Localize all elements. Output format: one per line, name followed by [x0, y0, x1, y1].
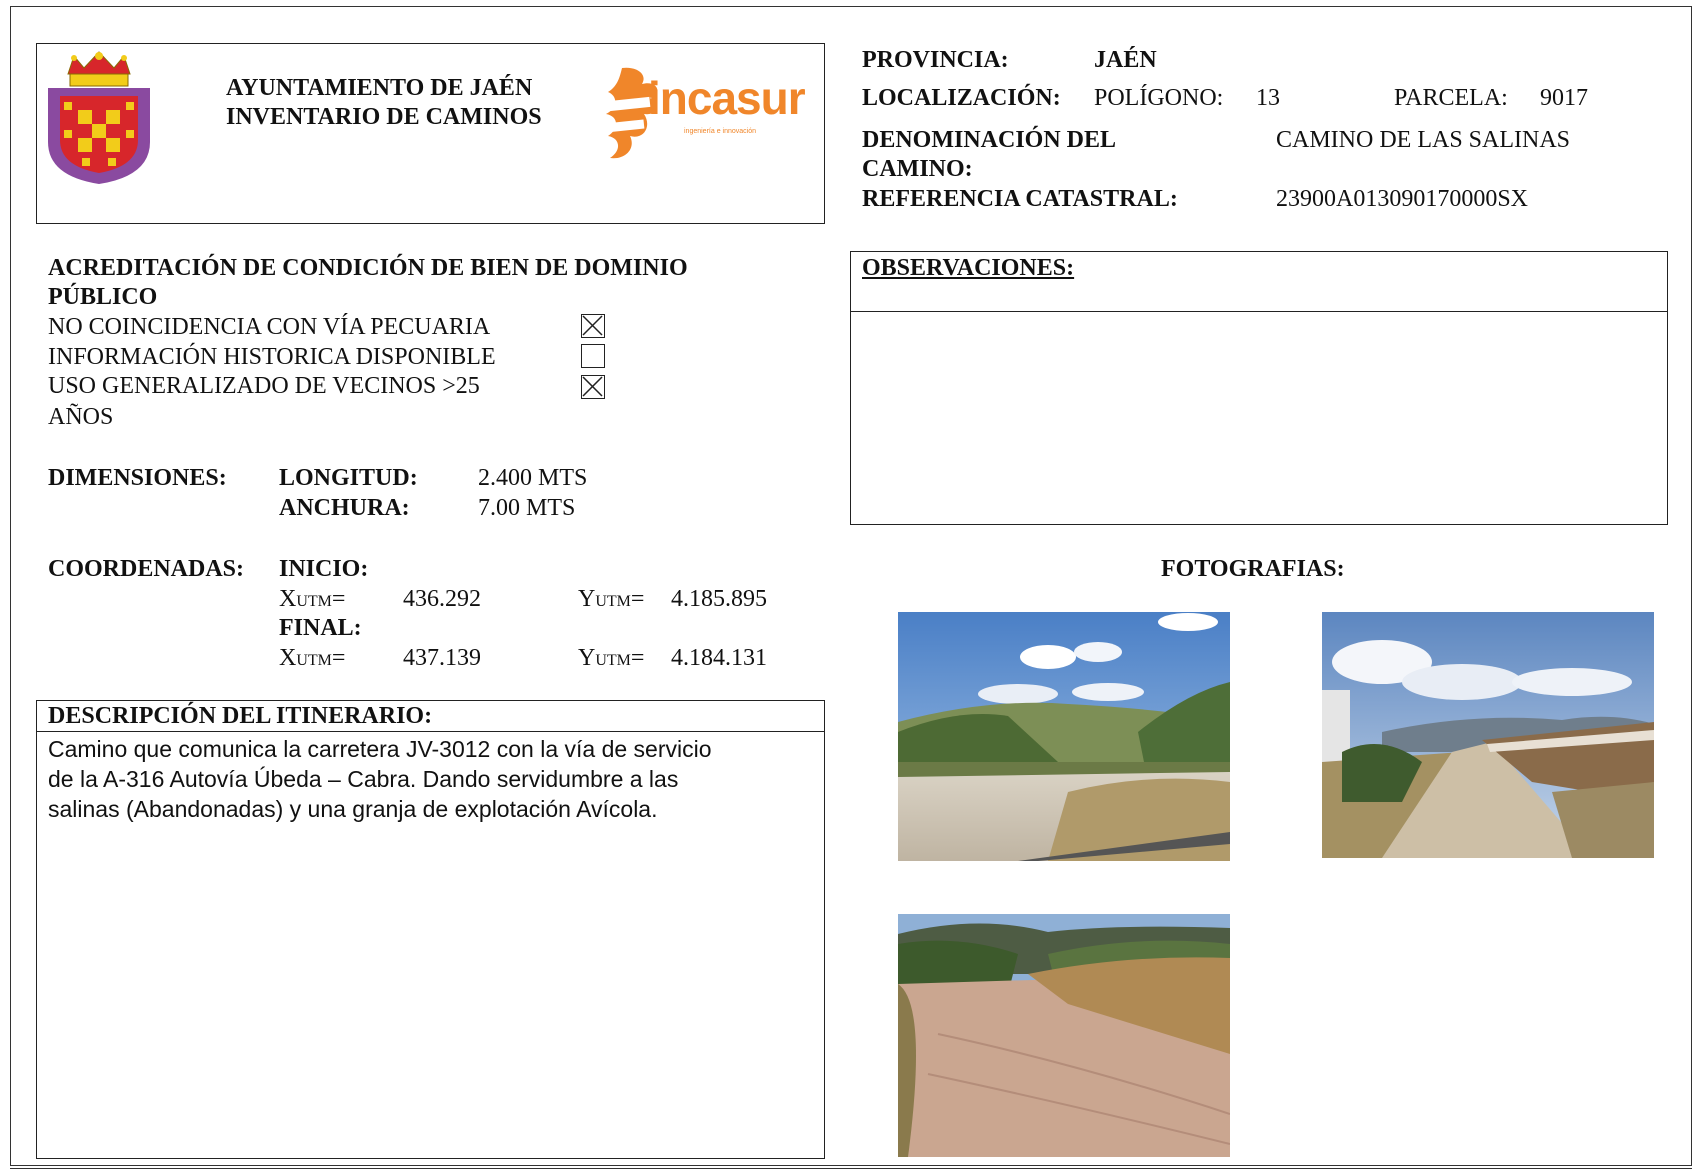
check-x-icon [582, 315, 603, 336]
denominacion-value: CAMINO DE LAS SALINAS [1276, 127, 1571, 153]
acreditacion-item-1-checkbox[interactable] [581, 314, 605, 338]
descripcion-line-2: de la A-316 Autovía Úbeda – Cabra. Dando servidumbre a las [48, 766, 679, 792]
observaciones-title: OBSERVACIONES: [862, 255, 1075, 281]
photo-2 [1322, 612, 1654, 858]
final-x-label: XUTM= [279, 645, 346, 671]
crest-logo [44, 50, 154, 186]
org-line-1: AYUNTAMIENTO DE JAÉN [226, 75, 533, 101]
poligono-label: POLÍGONO: [1094, 85, 1224, 111]
final-label: FINAL: [279, 615, 362, 641]
provincia-value: JAÉN [1094, 47, 1157, 73]
acreditacion-item-2-label: INFORMACIÓN HISTORICA DISPONIBLE [48, 344, 496, 370]
inicio-label: INICIO: [279, 556, 369, 582]
org-line-2: INVENTARIO DE CAMINOS [226, 104, 542, 130]
poligono-value: 13 [1256, 85, 1280, 111]
longitud-label: LONGITUD: [279, 465, 418, 491]
photo-1 [898, 612, 1230, 861]
fotografias-title: FOTOGRAFIAS: [1161, 556, 1345, 582]
incasur-logo-tagline: ingeniería e innovación [684, 128, 756, 135]
inicio-x-label: XUTM= [279, 586, 346, 612]
crest-icon [44, 50, 154, 186]
parcela-label: PARCELA: [1394, 85, 1508, 111]
descripcion-line-3: salinas (Abandonadas) y una granja de explotación Avícola. [48, 796, 658, 822]
final-y-value: 4.184.131 [671, 645, 767, 671]
denominacion-label-1: DENOMINACIÓN DEL [862, 127, 1117, 153]
photo-1-image [898, 612, 1230, 861]
observaciones-title-divider [850, 311, 1668, 312]
acreditacion-title-2: PÚBLICO [48, 284, 158, 310]
anchura-value: 7.00 MTS [478, 495, 576, 521]
page-bottom-line [10, 1168, 1692, 1169]
anchura-label: ANCHURA: [279, 495, 410, 521]
descripcion-title: DESCRIPCIÓN DEL ITINERARIO: [48, 703, 433, 729]
final-y-label: YUTM= [578, 645, 645, 671]
photo-2-image [1322, 612, 1654, 858]
acreditacion-title-1: ACREDITACIÓN DE CONDICIÓN DE BIEN DE DOMINIO [48, 255, 688, 281]
acreditacion-item-2-checkbox[interactable] [581, 344, 605, 368]
photo-3 [898, 914, 1230, 1157]
final-x-value: 437.139 [403, 645, 481, 671]
observaciones-box [850, 251, 1668, 525]
incasur-logo [592, 64, 814, 164]
acreditacion-item-3-label: USO GENERALIZADO DE VECINOS >25 [48, 373, 480, 399]
longitud-value: 2.400 MTS [478, 465, 588, 491]
check-x-icon [582, 376, 603, 397]
localizacion-label: LOCALIZACIÓN: [862, 85, 1061, 111]
descripcion-title-divider [36, 731, 825, 732]
provincia-label: PROVINCIA: [862, 47, 1009, 73]
acreditacion-item-1-label: NO COINCIDENCIA CON VÍA PECUARIA [48, 314, 491, 340]
photo-3-image [898, 914, 1230, 1157]
acreditacion-item-3-label-2: AÑOS [48, 404, 114, 430]
descripcion-text [48, 734, 812, 824]
inicio-y-value: 4.185.895 [671, 586, 767, 612]
incasur-logo-text: incasur [648, 72, 805, 124]
parcela-value: 9017 [1540, 85, 1588, 111]
coordenadas-label: COORDENADAS: [48, 556, 245, 582]
dimensiones-label: DIMENSIONES: [48, 465, 227, 491]
denominacion-label-2: CAMINO: [862, 156, 973, 182]
referencia-value: 23900A013090170000SX [1276, 186, 1529, 212]
inicio-x-value: 436.292 [403, 586, 481, 612]
inicio-y-label: YUTM= [578, 586, 645, 612]
acreditacion-item-3-checkbox[interactable] [581, 375, 605, 399]
descripcion-line-1: Camino que comunica la carretera JV-3012 con la vía de servicio [48, 736, 712, 762]
referencia-label: REFERENCIA CATASTRAL: [862, 186, 1178, 212]
